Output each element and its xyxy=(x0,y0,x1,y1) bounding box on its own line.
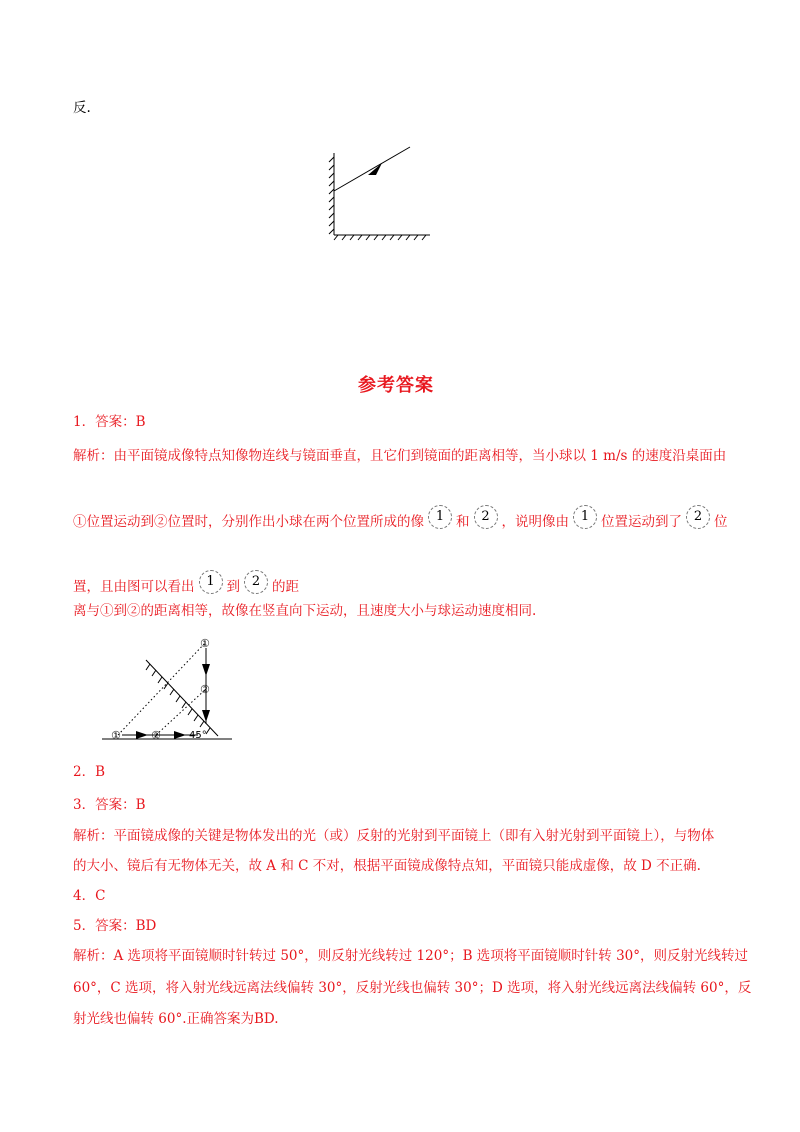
answer-1-label: 1．答案：B xyxy=(73,414,146,430)
answer-1-line-2 xyxy=(73,505,728,532)
circled-image-1c: 1 xyxy=(199,570,223,594)
section-heading: 参考答案 xyxy=(358,375,434,396)
ball-image-figure xyxy=(100,632,240,747)
image-position-2: ② xyxy=(200,683,210,696)
ball-arrow-2 xyxy=(174,731,186,739)
answer-5-line-2: 60°，C 选项，将入射光线远离法线偏转 30°，反射光线也偏转 30°；D 选项，将入射光线远离法线偏转 60°，反 xyxy=(73,980,752,996)
vertical-mirror xyxy=(329,153,334,235)
circled-image-2: 2 xyxy=(474,505,498,529)
answer-1-line-3b: 的距 xyxy=(272,579,299,595)
ball-position-1: ① xyxy=(111,729,121,742)
answer-5-line-3: 射光线也偏转 60°.正确答案为BD. xyxy=(73,1011,279,1027)
top-fragment: 反. xyxy=(73,100,91,116)
answer-3-line-1: 解析：平面镜成像的关键是物体发出的光（或）反射的光射到平面镜上（即有入射光射到平面镜上），与物体 xyxy=(73,828,715,844)
ball-position-2: ② xyxy=(151,729,161,742)
answer-2: 2．B xyxy=(73,764,106,780)
answer-1-line-4: 离与①到②的距离相等，故像在竖直向下运动，且速度大小与球运动速度相同. xyxy=(73,603,537,619)
answer-1-line-2c: 位置运动到了 xyxy=(601,514,682,530)
dotted-line-2 xyxy=(156,689,206,735)
circled-image-1: 1 xyxy=(428,505,452,529)
and-text: 和 xyxy=(456,514,470,530)
answer-1-line-1: 解析：由平面镜成像特点知像物连线与镜面垂直，且它们到镜面的距离相等，当小球以 1 m/s 的速度沿桌面由 xyxy=(73,448,727,464)
circled-image-2c: 2 xyxy=(244,570,268,594)
answer-1-line-2d: 位 xyxy=(714,514,728,530)
answer-1-line-2b: ，说明像由 xyxy=(501,514,569,530)
image-position-1: ① xyxy=(200,637,210,650)
image-arrow-1 xyxy=(202,664,210,676)
to-text: 到 xyxy=(226,579,240,595)
answer-5-line-1: 解析：A 选项将平面镜顺时针转过 50°，则反射光线转过 120°；B 选项将平面镜顺时针转 30°，则反射光线转过 xyxy=(73,948,748,964)
answer-1-line-3 xyxy=(73,570,299,597)
ball-arrow-1 xyxy=(136,731,148,739)
angle-label: 45° xyxy=(189,730,207,741)
answer-3-line-2: 的大小、镜后有无物体无关，故 A 和 C 不对，根据平面镜成像特点知，平面镜只能成虚像，故 D 不正确. xyxy=(73,858,701,874)
answer-1-line-3a: 置，且由图可以看出 xyxy=(73,579,195,595)
answer-3-label: 3．答案：B xyxy=(73,797,146,813)
mirror-ray-figure xyxy=(320,145,440,245)
circled-image-2b: 2 xyxy=(686,505,710,529)
answer-1-line-2a: ①位置运动到②位置时，分别作出小球在两个位置所成的像 xyxy=(73,514,424,530)
answer-5-label: 5．答案：BD xyxy=(73,918,157,934)
answer-4: 4．C xyxy=(73,888,106,904)
dotted-line-1 xyxy=(118,642,206,735)
circled-image-1b: 1 xyxy=(573,505,597,529)
horizontal-mirror xyxy=(334,235,430,240)
incident-ray xyxy=(334,147,410,191)
